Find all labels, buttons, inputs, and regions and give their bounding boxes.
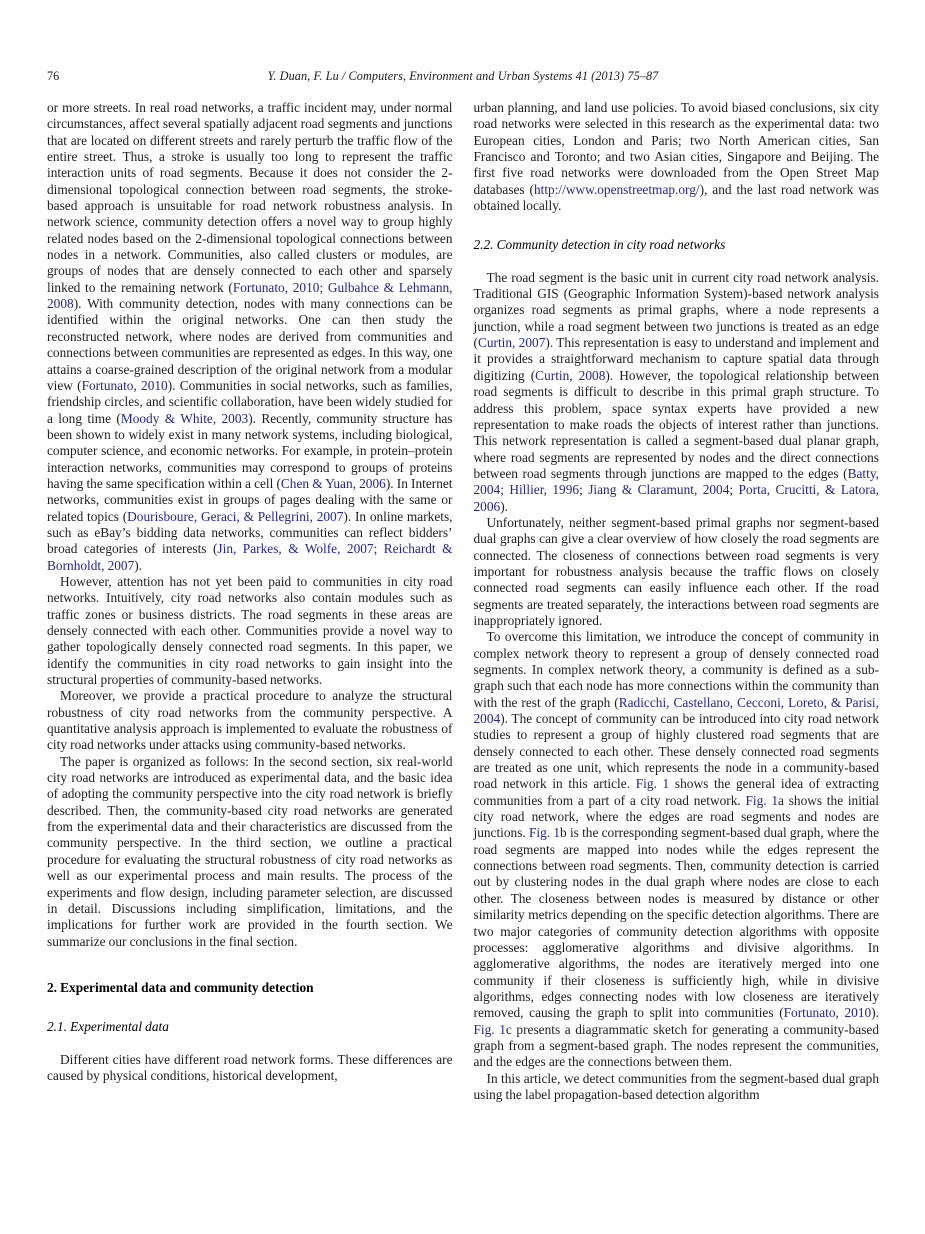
url-link[interactable]: http://www.openstreetmap.org/ [533, 181, 700, 197]
figure-ref-link[interactable]: Fig. 1 [745, 792, 779, 808]
subsection-heading: 2.1. Experimental data [47, 1019, 169, 1035]
figure-ref-link[interactable]: Fig. 1 [529, 825, 561, 841]
running-title: Y. Duan, F. Lu / Computers, Environment and Urban Systems 41 (2013) 75–87 [267, 69, 659, 83]
paragraph: The paper is organized as follows: In the second section, six real-world city road networks are introduced as experimental data, and the basic idea of adopting the community perspective into the city road network is briefly described. Then, the community-based city road networks are generated from the experimental data and their characteristics are discussed from the community perspective. In the third section, we outline a practical procedure for evaluating the structural robustness of city road networks as well as our experimental process and main results. The process of the experiments and flow design, including parameter selection, are discussed in detail. Discussions including simplification, limitations, and the implications for further work are provided in the fourth section. We summarize our conclusions in the final section. [47, 753, 453, 949]
paragraph: The road segment is the basic unit in current city road network analysis. Traditional GIS (Geographic Information System)-based network analysis organizes road segments as primal graphs, where a node represents a junction, while a road segment between two junctions is treated as an edge (Curtin, 2007). This representation is easy to understand and implement and it provides a straightforward mechanism to capture spatial data through digitizing (Curtin, 2008). However, the topological relationship between road segments is difficult to describe in this primal graph structure. To address this problem, space syntax experts have provided a new representation to make roads the objects of interest rather than junctions. This network representation is called a segment-based dual planar graph, where road segments are represented by nodes and the direct connections between road segments through junctions are mapped to the edges (Batty, 2004; Hillier, 1996; Jiang & Claramunt, 2004; Porta, Crucitti, & Latora, 2006). [473, 269, 879, 514]
citation-link[interactable]: Radicchi, Castellano, Cecconi, Loreto, & Parisi, 2004 [473, 694, 879, 727]
right-column [474, 100, 880, 1103]
figure-ref-link[interactable]: Fig. 1 [473, 1021, 506, 1037]
citation-link[interactable]: Batty, 2004; Hillier, 1996; Jiang & Claramunt, 2004 [473, 465, 879, 498]
citation-link[interactable]: Fortunato, 2010 [783, 1005, 872, 1021]
citation-link[interactable]: Dourisboure, Geraci, & Pellegrini, 2007 [127, 508, 344, 524]
paragraph: urban planning, and land use policies. To avoid biased conclusions, six city road networks were selected in this research as the experimental data: two European cities, London and Paris; two North American cities, San Francisco and Toronto; and two Asian cities, Singapore and Beijing. The first five road networks were downloaded from the Open Street Map databases (http://www.openstreetmap.org/), and the last road network was obtained locally. [473, 100, 879, 214]
citation-link[interactable]: Chen & Yuan, 2006 [280, 475, 386, 491]
paragraph: To overcome this limitation, we introduce the concept of community in complex network theory to represent a group of densely connected road segments. In complex network theory, a community is defined as a sub-graph such that each node has more connections within the community than with the rest of the graph (Radicchi, Castellano, Cecconi, Loreto, & Parisi, 2004). The concept of community can be introduced into city road network studies to represent a group of highly clustered road segments that are densely connected to each other. These densely connected road segments are treated as one unit, which represents the node in a community-based road network in this article. Fig. 1 shows the general idea of extracting communities from a part of a city road network. Fig. 1a shows the initial city road network, where the edges are road segments and nodes are junctions. Fig. 1b is the corresponding segment-based dual graph, where the road segments are mapped into nodes while the edges represent the connections between road segments. Then, community detection is carried out by clustering nodes in the dual graph where nodes are close to each other. The closeness between nodes is measured by distance or other similarity metrics depending on the specific detection algorithms. There are two major categories of community detection algorithms with opposite processes: agglomerative algorithms and divisive algorithms. In agglomerative algorithms, the nodes are iteratively merged into one community if their closeness is sufficiently high, while in divisive algorithms, edges connecting nodes with low closeness are iteratively removed, causing the graph to split into communities (Fortunato, 2010). Fig. 1c presents a diagrammatic sketch for generating a community-based graph from a segment-based graph. The nodes represent the communities, and the edges are the connections between them. [473, 629, 879, 1070]
paragraph: Different cities have different road network forms. These differences are caused by physical conditions, historical development, [47, 1051, 453, 1083]
paragraph: However, attention has not yet been paid to communities in city road networks. Intuitively, city road networks also contain modules such as traffic zones or business districts. The road segments in these areas are densely connected with each other. Communities provide a novel way to gather topologically densely connected road segments. In this paper, we identify the communities in city road networks to gain insight into the structural properties of community-based networks. [47, 573, 453, 688]
page-header [47, 69, 879, 85]
paragraph: or more streets. In real road networks, a traffic incident may, under normal circumstances, affect several spatially adjacent road segments and junctions that are located on different streets and rarely perturb the traffic flow of the entire street. Thus, a stroke is usually too long to represent the traffic interaction units of road segments. Because it does not consider the 2-dimensional topological connection between road segments, the stroke-based approach is unsuitable for road network robustness analysis. In network science, community detection offers a novel way to group highly related nodes based on the 2-dimensional topological connections between nodes in a network. Communities, also called clusters or modules, are groups of nodes that are densely connected to each other and sparsely linked to the remaining network (Fortunato, 2010; Gulbahce & Lehmann, 2008). With community detection, nodes with many connections can be identified within the original networks. One can then study the reconstructed network, where nodes are derived from communities and connections between communities are represented as edges. In this way, one attains a coarse-grained description of the original network from a modular view (Fortunato, 2010). Communities in social networks, such as families, friendship circles, and scientific collaboration, have been widely studied for a long time (Moody & White, 2003). Recently, community structure has been shown to widely exist in many network systems, including biological, computer science, and economic networks. For example, in protein–protein interaction networks, communities may correspond to groups of proteins having the same specification within a cell (Chen & Yuan, 2006). In Internet networks, communities exist in groups of pages dealing with the same or related topics (Dourisboure, Geraci, & Pellegrini, 2007). In online markets, such as eBay’s bidding data networks, communities can reflect bidders’ broad categories of interests (Jin, Parkes, & Wolfe, 2007; Reichardt & Bornholdt, 2007). [47, 100, 453, 573]
page-number: 76 [47, 69, 60, 83]
citation-link[interactable]: Fortunato, 2010; Gulbahce & Lehmann, 2008 [47, 279, 453, 312]
paragraph: In this article, we detect communities from the segment-based dual graph using the label propagation-based detection algorithm [473, 1070, 879, 1102]
citation-link[interactable]: Fortunato, 2010 [81, 377, 168, 393]
paragraph: Unfortunately, neither segment-based primal graphs nor segment-based dual graphs can give a clear overview of how closely the road segments are connected. The closeness of connections between road segments is very important for robustness analysis because the traffic flows on closely connected road segments can easily influence each other. If the road segments are treated separately, the interactions between road segments are inappropriately ignored. [473, 514, 879, 628]
paragraph: Moreover, we provide a practical procedure to analyze the structural robustness of city road networks from the community perspective. A quantitative analysis approach is implemented to evaluate the robustness of city road networks under attacks using community-based networks. [47, 688, 453, 753]
citation-link[interactable]: Porta, Crucitti, & Latora, 2006 [473, 482, 879, 514]
subsection-heading: 2.2. Community detection in city road networks [473, 237, 726, 253]
two-column-body [47, 100, 879, 1103]
left-column [47, 100, 453, 1103]
figure-ref-link[interactable]: Fig. 1 [635, 776, 670, 792]
citation-link[interactable]: Curtin, 2008 [535, 367, 606, 383]
citation-link[interactable]: Moody & White, 2003 [120, 410, 249, 426]
citation-link[interactable]: Curtin, 2007 [477, 335, 546, 351]
citation-link[interactable]: Jin, Parkes, & Wolfe, 2007; Reichardt & Bornholdt, 2007 [47, 541, 453, 573]
section-heading: 2. Experimental data and community detection [47, 979, 314, 995]
